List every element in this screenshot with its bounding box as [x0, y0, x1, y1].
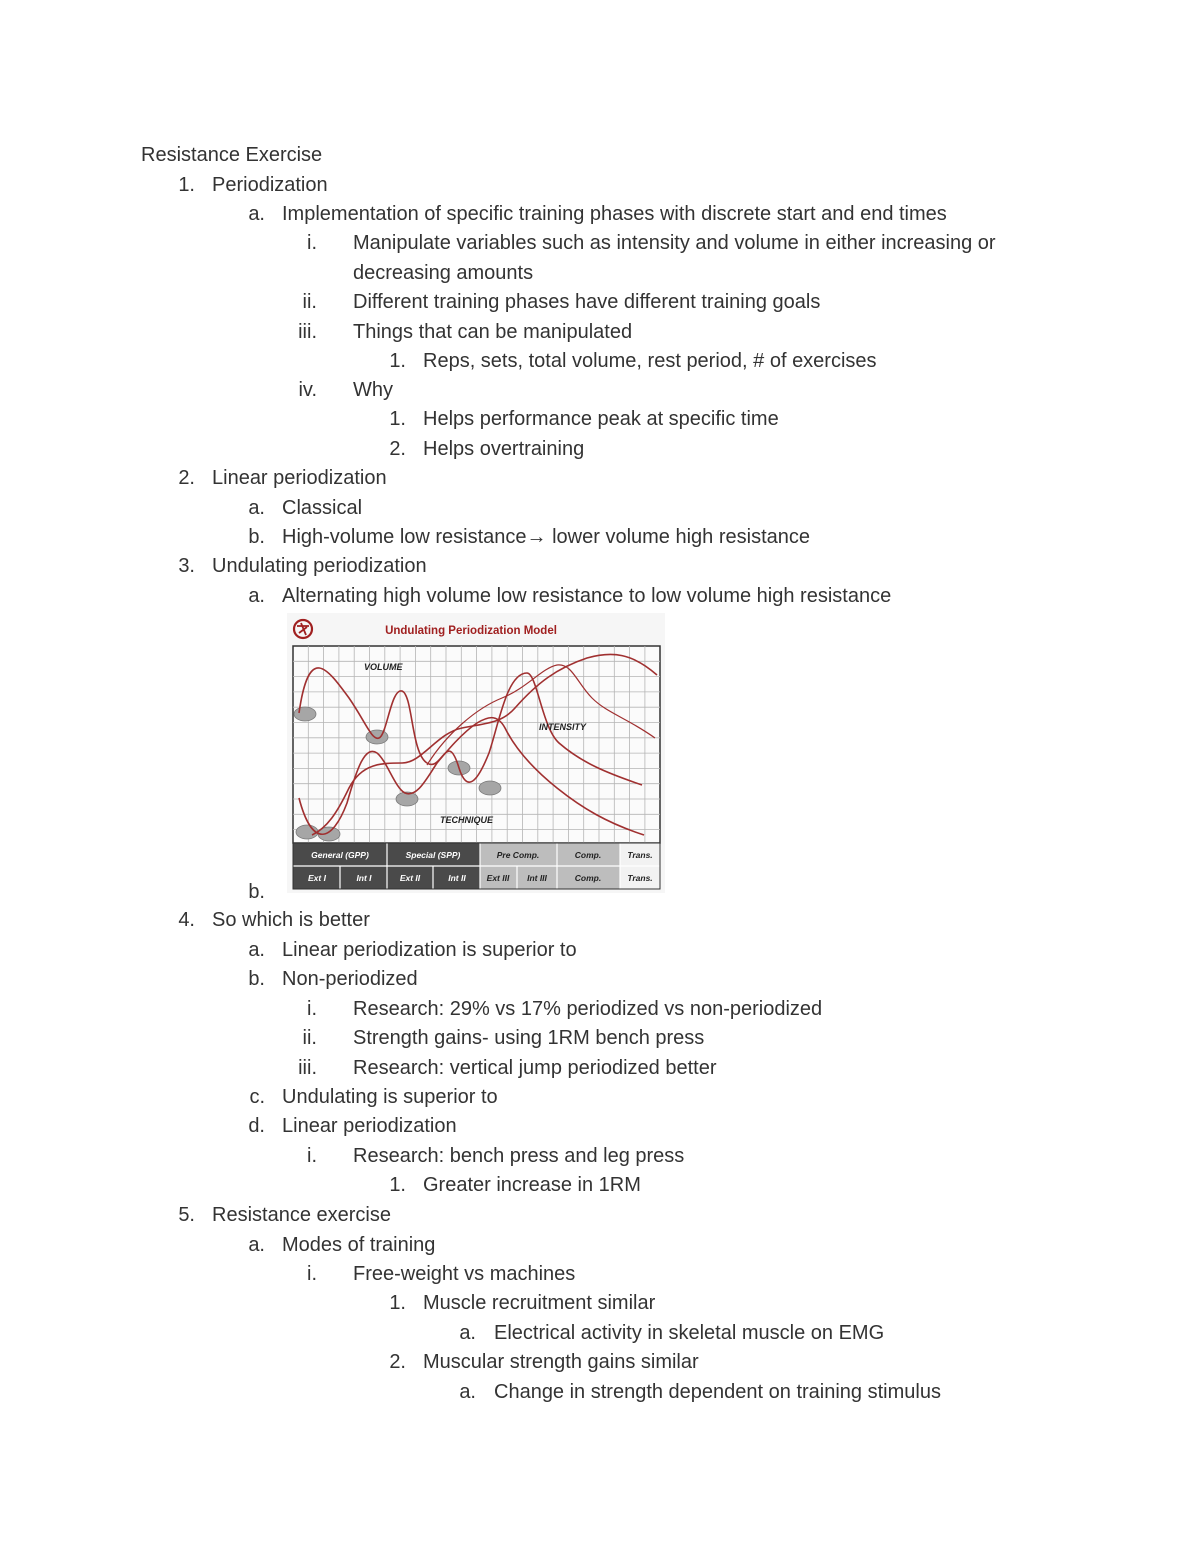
list-marker: i. [307, 998, 317, 1020]
block-label: Ext I [308, 873, 326, 883]
list-item-2a [0, 493, 1200, 523]
list-item-1a-iv [0, 375, 1200, 405]
list-item-5a-i-1 [0, 1288, 1200, 1318]
list-item-1a-iii-1 [0, 346, 1200, 376]
list-item-4d [0, 1111, 1200, 1141]
list-marker: iii. [298, 321, 317, 343]
list-marker: b. [248, 881, 265, 903]
list-marker: a. [459, 1322, 476, 1344]
list-marker: 2. [389, 438, 406, 460]
list-marker: 1. [389, 350, 406, 372]
volume-label: VOLUME [364, 662, 403, 672]
marker-ellipse [479, 781, 501, 795]
list-marker: 1. [389, 1292, 406, 1314]
list-text: Electrical activity in skeletal muscle on EMG [494, 1322, 885, 1344]
list-text: Research: bench press and leg press [353, 1145, 685, 1167]
list-item-5a [0, 1230, 1200, 1260]
figure-title: Undulating Periodization Model [385, 625, 557, 637]
list-text: Strength gains- using 1RM bench press [353, 1027, 705, 1049]
list-marker: 1. [178, 174, 195, 196]
list-item-4d-i [0, 1141, 1200, 1171]
list-text: Muscle recruitment similar [423, 1292, 656, 1314]
list-marker: 5. [178, 1204, 195, 1226]
undulating-periodization-figure [287, 613, 665, 893]
list-item-5 [0, 1200, 1200, 1230]
list-item-2b [0, 522, 1200, 552]
list-item-1a-i [0, 228, 1200, 258]
list-item-3a [0, 581, 1200, 611]
technique-label: TECHNIQUE [440, 815, 494, 825]
list-text: Modes of training [282, 1234, 436, 1256]
list-marker: ii. [302, 1027, 317, 1049]
list-text: Alternating high volume low resistance to low volume high resistance [282, 585, 892, 607]
list-text: Periodization [212, 174, 328, 196]
list-text: Linear periodization [212, 467, 387, 489]
list-text: Linear periodization [282, 1115, 457, 1137]
phase-label: Pre Comp. [496, 850, 540, 860]
list-marker: iii. [298, 1057, 317, 1079]
list-marker: 4. [178, 909, 195, 931]
list-text: Different training phases have different training goals [353, 291, 821, 313]
block-label: Int II [448, 873, 466, 883]
list-item-1a-iv-2 [0, 434, 1200, 464]
block-label: Int I [356, 873, 372, 883]
block-label: Int III [527, 873, 547, 883]
list-text: Muscular strength gains similar [423, 1351, 699, 1373]
list-item-1a [0, 199, 1200, 229]
block-label: Comp. [574, 873, 602, 883]
list-text: Undulating periodization [212, 555, 427, 577]
list-text: High-volume low resistance→ lower volume high resistance [282, 526, 810, 548]
list-item-1a-i-continued [0, 258, 1200, 288]
marker-ellipse [294, 707, 316, 721]
list-item-4d-i-1 [0, 1170, 1200, 1200]
list-item-5a-i-2 [0, 1347, 1200, 1377]
list-item-3 [0, 551, 1200, 581]
list-text: Helps performance peak at specific time [423, 408, 779, 430]
phase-label: Special (SPP) [405, 850, 461, 860]
list-item-4c [0, 1082, 1200, 1112]
list-text: Greater increase in 1RM [423, 1174, 641, 1196]
list-item-1a-iv-1 [0, 404, 1200, 434]
list-marker: i. [307, 1263, 317, 1285]
list-item-4b [0, 964, 1200, 994]
list-marker: iv. [298, 379, 317, 401]
list-text: Why [353, 379, 393, 401]
list-marker: a. [248, 585, 265, 607]
list-item-3b [0, 877, 1200, 907]
list-text: Helps overtraining [423, 438, 585, 460]
block-label: Ext II [399, 873, 421, 883]
list-text: decreasing amounts [353, 262, 534, 284]
list-marker: a. [248, 497, 265, 519]
list-text: Classical [282, 497, 363, 519]
list-text: Linear periodization is superior to [282, 939, 577, 961]
list-item-1 [0, 170, 1200, 200]
phase-label: Comp. [574, 850, 602, 860]
list-item-4b-i [0, 994, 1200, 1024]
list-marker: a. [248, 1234, 265, 1256]
list-text: Research: vertical jump periodized better [353, 1057, 717, 1079]
list-marker: i. [307, 232, 317, 254]
list-marker: a. [248, 939, 265, 961]
list-marker: 1. [389, 1174, 406, 1196]
list-text: Undulating is superior to [282, 1086, 498, 1108]
list-item-1a-iii [0, 317, 1200, 347]
list-text: Research: 29% vs 17% periodized vs non-periodized [353, 998, 823, 1020]
figure-svg [287, 613, 665, 893]
list-marker: d. [248, 1115, 265, 1137]
list-marker: a. [248, 203, 265, 225]
intensity-label: INTENSITY [539, 722, 587, 732]
block-label: Ext III [486, 873, 510, 883]
list-item-4a [0, 935, 1200, 965]
list-marker: a. [459, 1381, 476, 1403]
list-item-5a-i-2-a [0, 1377, 1200, 1407]
list-item-5a-i [0, 1259, 1200, 1289]
list-text: Resistance exercise [212, 1204, 391, 1226]
list-text: Non-periodized [282, 968, 418, 990]
list-item-4 [0, 905, 1200, 935]
list-item-1a-ii [0, 287, 1200, 317]
list-text: Manipulate variables such as intensity and volume in either increasing or [353, 232, 996, 254]
list-text: Implementation of specific training phases with discrete start and end times [282, 203, 947, 225]
list-text: So which is better [212, 909, 370, 931]
list-text: Change in strength dependent on training stimulus [494, 1381, 941, 1403]
block-label: Trans. [627, 873, 653, 883]
list-item-4b-iii [0, 1053, 1200, 1083]
list-marker: 2. [178, 467, 195, 489]
list-text: Things that can be manipulated [353, 321, 633, 343]
list-marker: b. [248, 526, 265, 548]
list-item-2 [0, 463, 1200, 493]
list-marker: c. [249, 1086, 265, 1108]
list-marker: b. [248, 968, 265, 990]
list-item-5a-i-1-a [0, 1318, 1200, 1348]
phase-label: General (GPP) [311, 850, 369, 860]
list-marker: ii. [302, 291, 317, 313]
list-marker: i. [307, 1145, 317, 1167]
list-text: Free-weight vs machines [353, 1263, 576, 1285]
list-marker: 1. [389, 408, 406, 430]
list-marker: 2. [389, 1351, 406, 1373]
doc-title-text: Resistance Exercise [141, 144, 323, 166]
list-marker: 3. [178, 555, 195, 577]
list-item-4b-ii [0, 1023, 1200, 1053]
phase-label: Trans. [627, 850, 653, 860]
list-text: Reps, sets, total volume, rest period, # of exercises [423, 350, 877, 372]
